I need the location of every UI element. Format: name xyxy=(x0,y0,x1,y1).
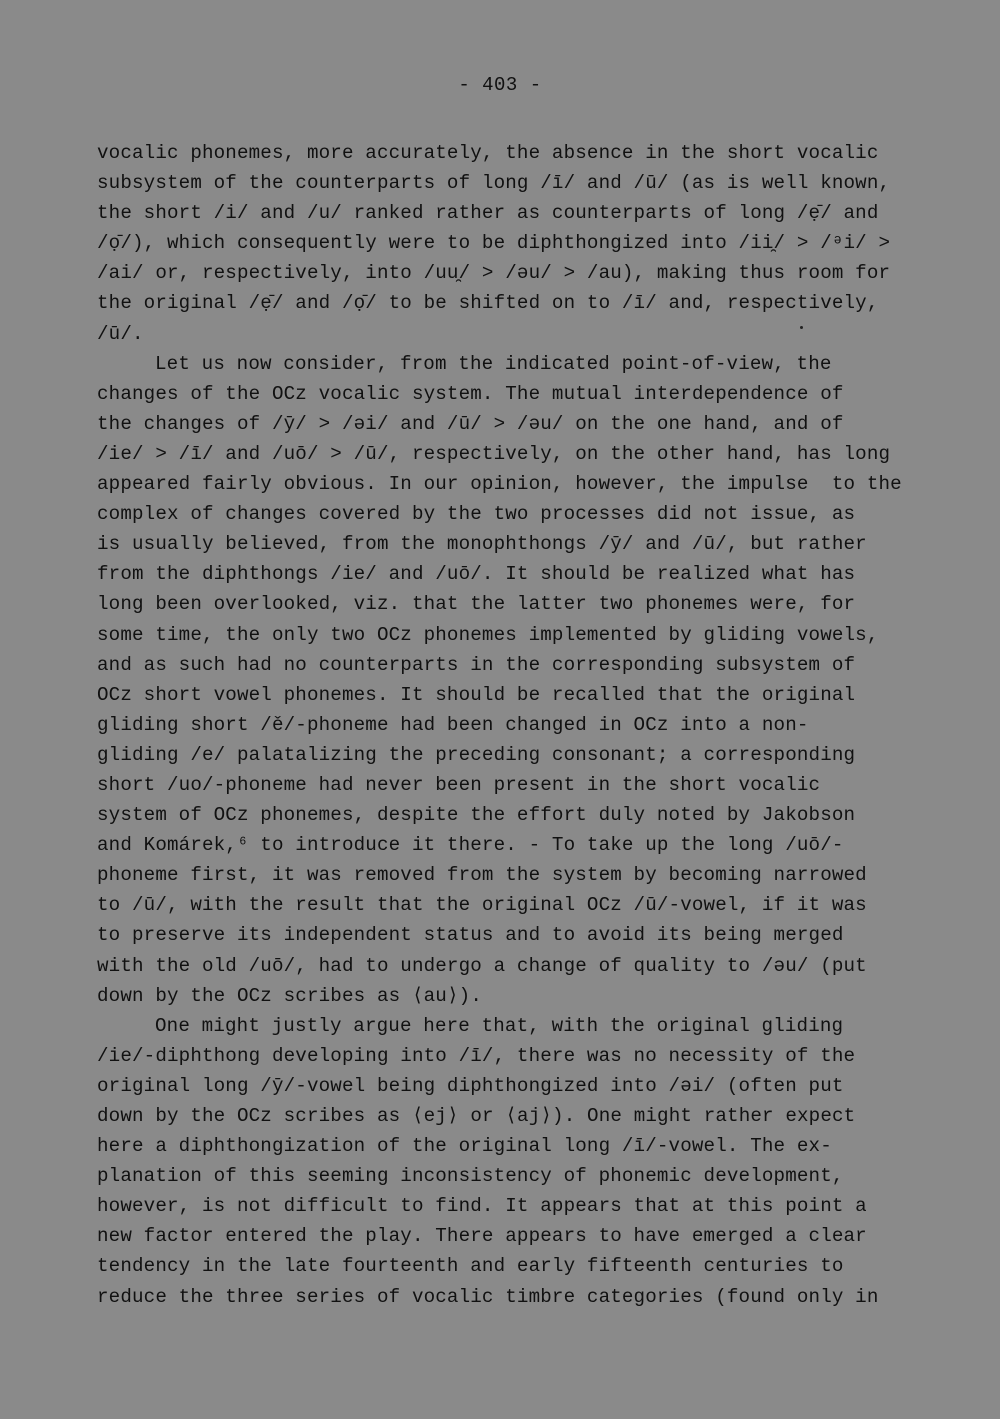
text-line: to /ū/, with the result that the original OCz /ū/-vowel, if it was xyxy=(97,894,867,917)
text-line: OCz short vowel phonemes. It should be recalled that the original xyxy=(97,683,856,706)
text-line: changes of the OCz vocalic system. The mutual interdependence of xyxy=(97,382,844,405)
page-number: - 403 - xyxy=(458,74,542,96)
text-line: /ie/-diphthong developing into /ī/, there was no necessity of the xyxy=(97,1044,856,1067)
text-line: with the old /uō/, had to undergo a change of quality to /əu/ (put xyxy=(97,954,867,977)
text-line: down by the OCz scribes as ⟨ej⟩ or ⟨aj⟩). One might rather expect xyxy=(97,1105,856,1127)
body-text xyxy=(97,138,917,1312)
text-line: some time, the only two OCz phonemes implemented by gliding vowels, xyxy=(97,623,879,646)
text-line: the short /i/ and /u/ ranked rather as counterparts of long /ẹ̄/ and xyxy=(97,202,879,225)
text-line: appeared fairly obvious. In our opinion, however, the impulse to the xyxy=(97,473,902,496)
text-line: is usually believed, from the monophthongs /ȳ/ and /ū/, but rather xyxy=(97,533,867,556)
text-line: gliding short /ě/-phoneme had been changed in OCz into a non- xyxy=(97,713,809,736)
text-line: /ū/. xyxy=(97,322,144,345)
text-line: /ie/ > /ī/ and /uō/ > /ū/, respectively, on the other hand, has long xyxy=(97,442,891,465)
text-line: down by the OCz scribes as ⟨au⟩). xyxy=(97,984,482,1007)
text-line: to preserve its independent status and to avoid its being merged xyxy=(97,924,844,947)
text-line: and Komárek,⁶ to introduce it there. - To take up the long /uō/- xyxy=(97,834,844,857)
text-line: tendency in the late fourteenth and early fifteenth centuries to xyxy=(97,1255,844,1278)
text-line: Let us now consider, from the indicated point-of-view, the xyxy=(155,352,832,375)
text-line: /ai/ or, respectively, into /uu̯/ > /əu/ > /au), making thus room for xyxy=(97,262,891,285)
text-line: subsystem of the counterparts of long /ī/ and /ū/ (as is well known, xyxy=(97,172,891,195)
text-line: here a diphthongization of the original long /ī/-vowel. The ex- xyxy=(97,1135,832,1158)
text-line: however, is not difficult to find. It appears that at this point a xyxy=(97,1195,867,1218)
scan-speck xyxy=(800,326,803,329)
text-line: reduce the three series of vocalic timbre categories (found only in xyxy=(97,1285,879,1308)
text-line: phoneme first, it was removed from the system by becoming narrowed xyxy=(97,864,867,887)
text-line: One might justly argue here that, with the original gliding xyxy=(155,1014,844,1037)
text-line: and as such had no counterparts in the corresponding subsystem of xyxy=(97,653,856,676)
text-line: gliding /e/ palatalizing the preceding consonant; a corresponding xyxy=(97,743,856,766)
text-line: /ọ̄/), which consequently were to be diphthongized into /ii̯/ > /ᵊi/ > xyxy=(97,232,891,255)
text-line: the original /ẹ̄/ and /ọ̄/ to be shifted on to /ī/ and, respectively, xyxy=(97,292,879,315)
text-line: short /uo/-phoneme had never been present in the short vocalic xyxy=(97,773,821,796)
text-line: planation of this seeming inconsistency of phonemic development, xyxy=(97,1165,844,1188)
text-line: complex of changes covered by the two processes did not issue, as xyxy=(97,503,856,526)
text-line: original long /ȳ/-vowel being diphthongized into /əi/ (often put xyxy=(97,1074,844,1097)
text-line: vocalic phonemes, more accurately, the absence in the short vocalic xyxy=(97,142,879,164)
text-line: the changes of /ȳ/ > /əi/ and /ū/ > /əu/ on the one hand, and of xyxy=(97,412,844,435)
text-line: long been overlooked, viz. that the latter two phonemes were, for xyxy=(97,593,856,616)
text-line: new factor entered the play. There appears to have emerged a clear xyxy=(97,1225,867,1248)
text-line: from the diphthongs /ie/ and /uō/. It should be realized what has xyxy=(97,563,856,586)
text-line: system of OCz phonemes, despite the effort duly noted by Jakobson xyxy=(97,804,856,827)
